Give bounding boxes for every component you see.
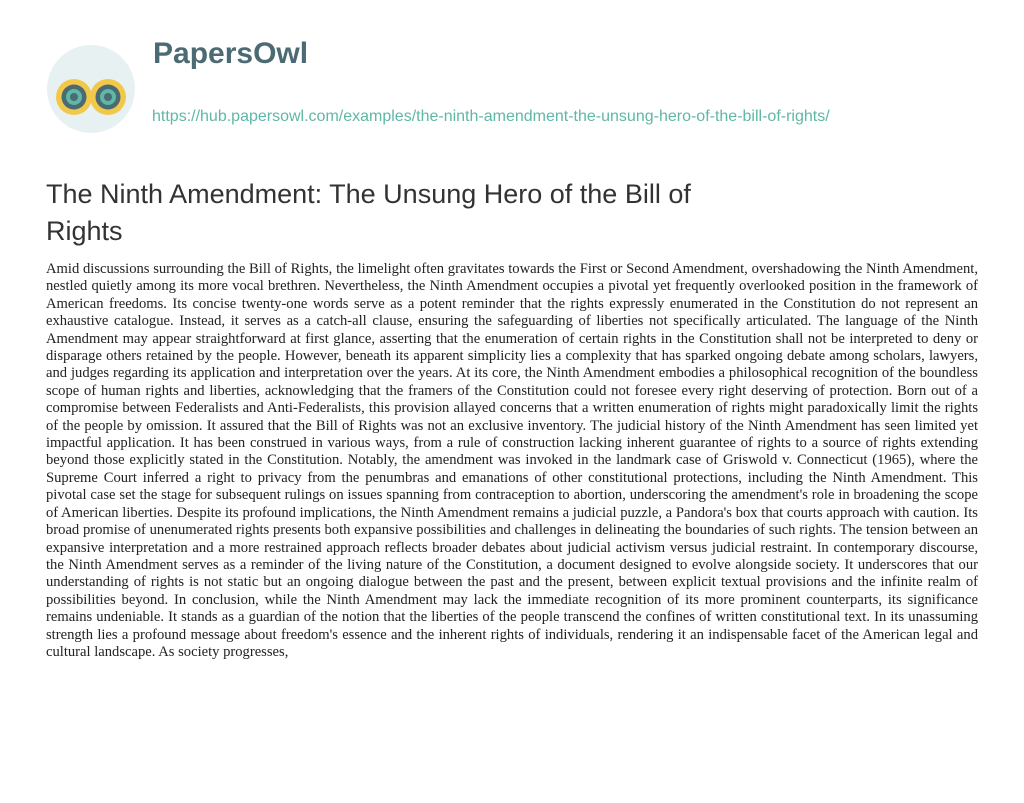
- page-title: The Ninth Amendment: The Unsung Hero of the Bill of Rights: [46, 179, 691, 246]
- source-url[interactable]: https://hub.papersowl.com/examples/the-ninth-amendment-the-unsung-hero-of-the-bill-of-rights/: [152, 108, 830, 125]
- owl-eyes-logo-icon[interactable]: [44, 42, 138, 136]
- brand-name[interactable]: PapersOwl: [153, 37, 309, 70]
- article-body: Amid discussions surrounding the Bill of Rights, the limelight often gravitates towards the First or Second Amendment, overshadowing the Ninth Amendment, nestled quietly among its more vocal brethren. Nevertheless, the Ninth Amendment occupies a pivotal yet frequently overlooked position in the framework of American freedoms. Its concise twenty-one words serve as a potent reminder that the rights expressly enumerated in the Constitution do not represent an exhaustive catalogue. Instead, it serves as a catch-all clause, ensuring the safeguarding of liberties not specifically articulated. The language of the Ninth Amendment may appear straightforward at first glance, asserting that the enumeration of certain rights in the Constitution shall not be interpreted to deny or disparage others retained by the people. However, beneath its apparent simplicity lies a complexity that has sparked ongoing debate among scholars, lawyers, and judges regarding its application and interpretation over the years. At its core, the Ninth Amendment embodies a philosophical recognition of the boundless scope of human rights and liberties, acknowledging that the framers of the Constitution could not foresee every right deserving of protection. Born out of a compromise between Federalists and Anti-Federalists, this provision allayed concerns that a written enumeration of rights might paradoxically limit the rights of the people by omission. It assured that the Bill of Rights was not an exclusive inventory. The judicial history of the Ninth Amendment has seen limited yet impactful application. It has been construed in various ways, from a rule of construction lacking inherent guarantee of rights to a source of rights extending beyond those explicitly stated in the Constitution. Notably, the amendment was invoked in the landmark case of Griswold v. Connecticut (1965), where the Supreme Court inferred a right to privacy from the penumbras and emanations of other constitutional protections, including the Ninth Amendment. This pivotal case set the stage for subsequent rulings on issues spanning from contraception to abortion, underscoring the amendment's role in broadening the scope of American liberties. Despite its profound implications, the Ninth Amendment remains a judicial puzzle, a Pandora's box that courts approach with caution. Its broad promise of unenumerated rights presents both expansive possibilities and challenges in delineating the boundaries of such rights. The tension between an expansive interpretation and a more restrained approach reflects broader debates about judicial activism versus judicial restraint. In contemporary discourse, the Ninth Amendment serves as a reminder of the living nature of the Constitution, a document designed to evolve alongside society. It underscores that our understanding of rights is not static but an ongoing dialogue between the past and the present, between explicit textual provisions and the infinite realm of possibilities beyond. In conclusion, while the Ninth Amendment may lack the immediate recognition of its more prominent counterparts, its significance remains undeniable. It stands as a guardian of the notion that the liberties of the people transcend the confines of written constitutional text. In its unassuming strength lies a profound message about freedom's essence and the inherent rights of individuals, rendering it an indispensable facet of the American legal and cultural landscape. As society progresses,: [46, 261, 978, 660]
- page-header: [44, 36, 984, 156]
